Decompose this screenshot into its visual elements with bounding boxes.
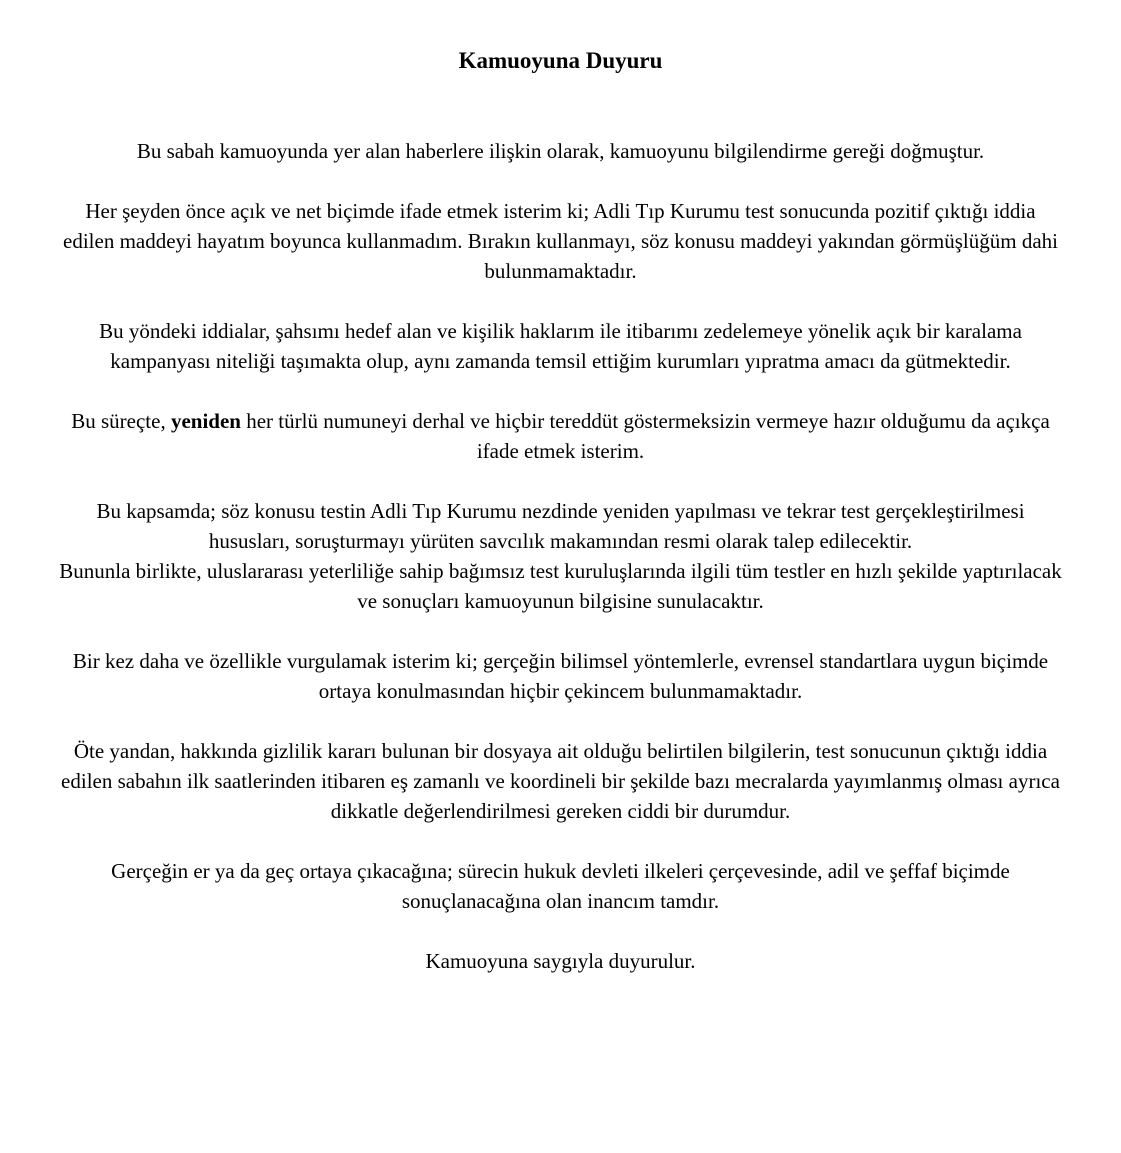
- paragraph-text: Kamuoyuna saygıyla duyurulur.: [425, 949, 696, 973]
- paragraph: [58, 136, 1063, 166]
- paragraph-text: Bu sabah kamuoyunda yer alan haberlere ilişkin olarak, kamuoyunu bilgilendirme gereği doğmuştur.: [136, 139, 985, 163]
- paragraph: [58, 196, 1063, 286]
- paragraph-text: Bu süreçte,: [71, 409, 171, 433]
- paragraph-text: Bununla birlikte, uluslararası yeterliliğe sahip bağımsız test kuruluşlarında ilgili tüm testler en hızlı şekilde yaptırılacak ve sonuçları kamuoyunun bilgisine sunulacaktır.: [59, 559, 1062, 613]
- paragraph: [58, 496, 1063, 556]
- paragraph: [58, 316, 1063, 376]
- paragraph-text: Bir kez daha ve özellikle vurgulamak isterim ki; gerçeğin bilimsel yöntemlerle, evrensel standartlara uygun biçimde ortaya konulmasından hiçbir çekincem bulunmamaktadır.: [72, 649, 1049, 703]
- paragraph-text: her türlü numuneyi derhal ve hiçbir tereddüt göstermeksizin vermeye hazır olduğumu da açıkça ifade etmek isterim.: [240, 409, 1050, 463]
- paragraph: [58, 556, 1063, 616]
- paragraph-text: Bu yöndeki iddialar, şahsımı hedef alan ve kişilik haklarım ile itibarımı zedelemeye yönelik açık bir karalama kampanyası niteliği taşımakta olup, aynı zamanda temsil ettiğim kurumları yıpratma amacı da gütmektedir.: [99, 319, 1022, 373]
- paragraph: [58, 856, 1063, 916]
- paragraph-text: Bu kapsamda; söz konusu testin Adli Tıp Kurumu nezdinde yeniden yapılması ve tekrar test gerçekleştirilmesi hususları, soruşturmayı yürüten savcılık makamından resmi olarak talep edilecektir.: [96, 499, 1025, 553]
- paragraph: [58, 946, 1063, 976]
- paragraph: [58, 406, 1063, 466]
- emphasized-text: yeniden: [170, 409, 241, 433]
- paragraph-text: Her şeyden önce açık ve net biçimde ifade etmek isterim ki; Adli Tıp Kurumu test sonucunda pozitif çıktığı iddia edilen maddeyi hayatım boyunca kullanmadım. Bırakın kullanmayı, söz konusu maddeyi yakından görmüşlüğüm dahi bulunmamaktadır.: [63, 199, 1058, 283]
- document-body: [58, 136, 1063, 976]
- paragraph: [58, 646, 1063, 706]
- paragraph-text: Gerçeğin er ya da geç ortaya çıkacağına; sürecin hukuk devleti ilkeleri çerçevesinde, adil ve şeffaf biçimde sonuçlanacağına olan inancım tamdır.: [111, 859, 1010, 913]
- paragraph-text: Öte yandan, hakkında gizlilik kararı bulunan bir dosyaya ait olduğu belirtilen bilgilerin, test sonucunun çıktığı iddia edilen sabahın ilk saatlerinden itibaren eş zamanlı ve koordineli bir şekilde bazı mecralarda yayımlanmış olması ayrıca dikkatle değerlendirilmesi gereken ciddi bir durumdur.: [61, 739, 1060, 823]
- paragraph: [58, 736, 1063, 826]
- document-title: Kamuoyuna Duyuru: [458, 48, 663, 73]
